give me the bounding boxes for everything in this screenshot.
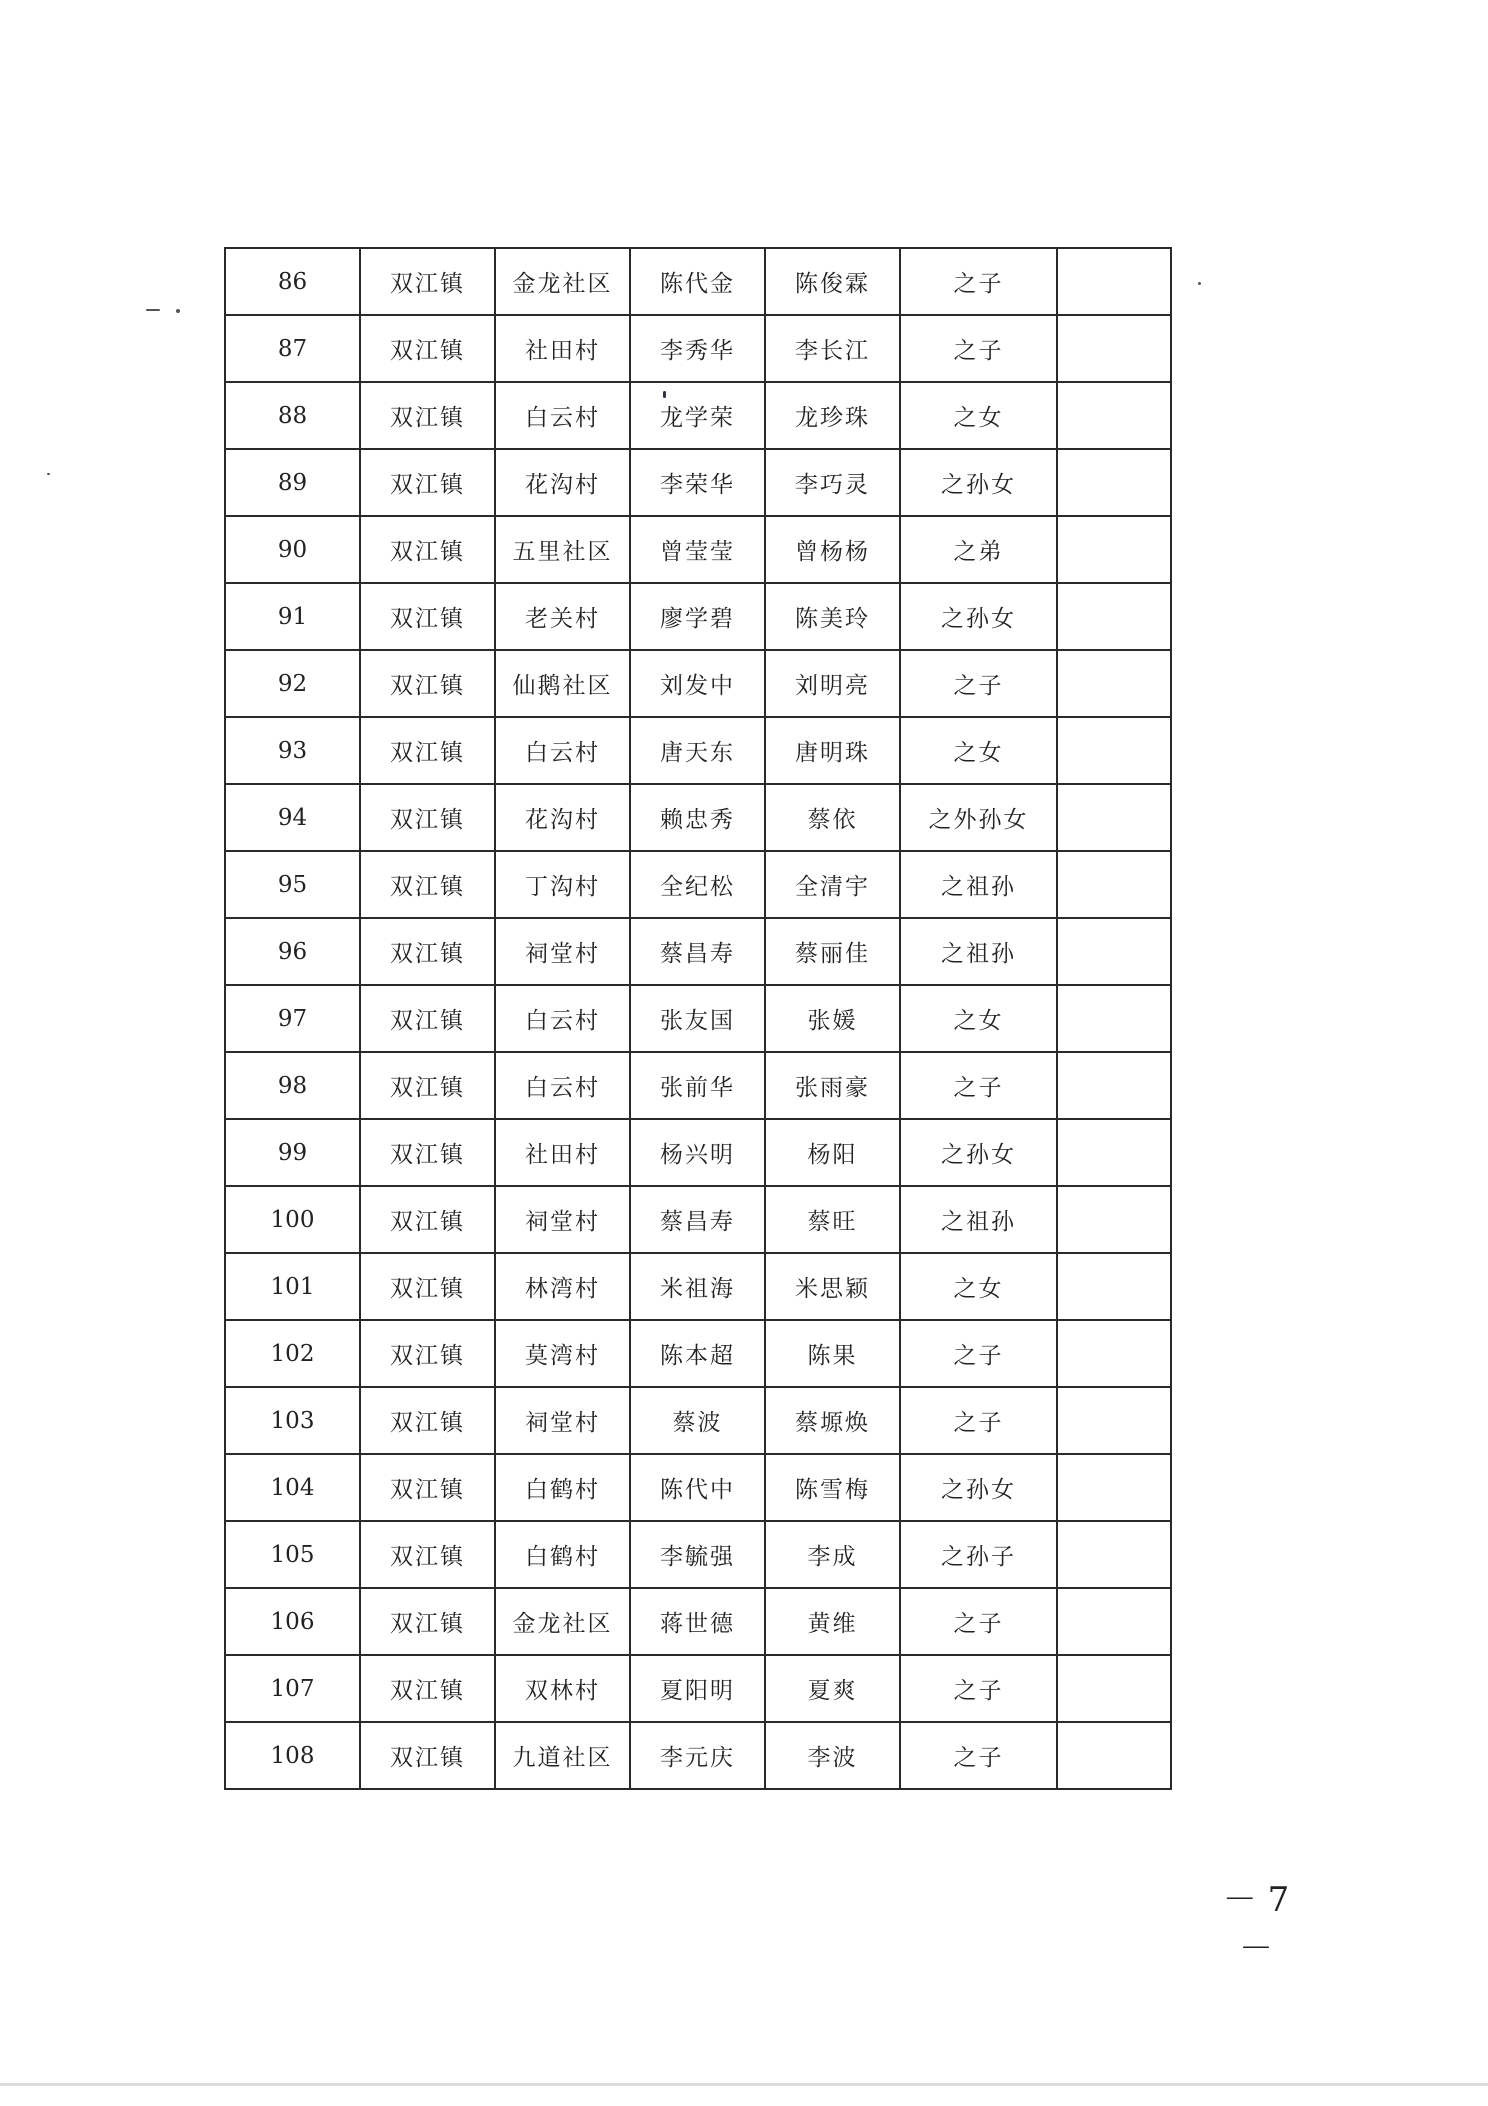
note-cell — [1057, 1119, 1171, 1186]
name-cell: 陈代中 — [630, 1454, 765, 1521]
table-row — [225, 315, 1171, 382]
row-number-cell: 98 — [225, 1052, 360, 1119]
roster-table — [224, 247, 1172, 1790]
relation-cell: 之子 — [900, 1722, 1057, 1789]
relation-cell: 之女 — [900, 717, 1057, 784]
name-cell: 蔡昌寿 — [630, 918, 765, 985]
table-row — [225, 851, 1171, 918]
note-cell — [1057, 1387, 1171, 1454]
table-row — [225, 1052, 1171, 1119]
relative-name-cell: 蔡丽佳 — [765, 918, 900, 985]
town-cell: 双江镇 — [360, 583, 495, 650]
name-cell: 刘发中 — [630, 650, 765, 717]
row-number-cell: 101 — [225, 1253, 360, 1320]
village-cell: 白鹤村 — [495, 1454, 630, 1521]
relative-name-cell: 陈雪梅 — [765, 1454, 900, 1521]
relation-cell: 之祖孙 — [900, 1186, 1057, 1253]
relative-name-cell: 蔡依 — [765, 784, 900, 851]
row-number-cell: 88 — [225, 382, 360, 449]
name-cell: 赖忠秀 — [630, 784, 765, 851]
table-row — [225, 449, 1171, 516]
village-cell: 祠堂村 — [495, 1387, 630, 1454]
name-cell: 陈代金 — [630, 248, 765, 315]
table-row — [225, 1186, 1171, 1253]
relation-cell: 之祖孙 — [900, 918, 1057, 985]
relation-cell: 之弟 — [900, 516, 1057, 583]
relative-name-cell: 李巧灵 — [765, 449, 900, 516]
village-cell: 金龙社区 — [495, 248, 630, 315]
note-cell — [1057, 248, 1171, 315]
table-row — [225, 1722, 1171, 1789]
row-number-cell: 93 — [225, 717, 360, 784]
relative-name-cell: 黄维 — [765, 1588, 900, 1655]
relative-name-cell: 刘明亮 — [765, 650, 900, 717]
row-number-cell: 87 — [225, 315, 360, 382]
relative-name-cell: 夏爽 — [765, 1655, 900, 1722]
row-number-cell: 90 — [225, 516, 360, 583]
village-cell: 仙鹅社区 — [495, 650, 630, 717]
table-row — [225, 1588, 1171, 1655]
town-cell: 双江镇 — [360, 315, 495, 382]
village-cell: 白云村 — [495, 985, 630, 1052]
town-cell: 双江镇 — [360, 1052, 495, 1119]
town-cell: 双江镇 — [360, 1588, 495, 1655]
note-cell — [1057, 315, 1171, 382]
town-cell: 双江镇 — [360, 1655, 495, 1722]
note-cell — [1057, 1320, 1171, 1387]
table-row — [225, 516, 1171, 583]
village-cell: 白云村 — [495, 717, 630, 784]
town-cell: 双江镇 — [360, 1320, 495, 1387]
note-cell — [1057, 1588, 1171, 1655]
relative-name-cell: 蔡旺 — [765, 1186, 900, 1253]
page-number: － 7 － — [1222, 1880, 1290, 1969]
relation-cell: 之子 — [900, 248, 1057, 315]
relation-cell: 之子 — [900, 1588, 1057, 1655]
relative-name-cell: 张媛 — [765, 985, 900, 1052]
table-row — [225, 985, 1171, 1052]
village-cell: 金龙社区 — [495, 1588, 630, 1655]
relation-cell: 之子 — [900, 315, 1057, 382]
table-row — [225, 784, 1171, 851]
table-row — [225, 382, 1171, 449]
town-cell: 双江镇 — [360, 1253, 495, 1320]
name-cell: 廖学碧 — [630, 583, 765, 650]
note-cell — [1057, 985, 1171, 1052]
village-cell: 花沟村 — [495, 784, 630, 851]
note-cell — [1057, 1722, 1171, 1789]
name-cell: 蔡波 — [630, 1387, 765, 1454]
scan-edge-line — [0, 2083, 1488, 2086]
name-cell: 李荣华 — [630, 449, 765, 516]
row-number-cell: 104 — [225, 1454, 360, 1521]
town-cell: 双江镇 — [360, 985, 495, 1052]
town-cell: 双江镇 — [360, 650, 495, 717]
town-cell: 双江镇 — [360, 1454, 495, 1521]
row-number-cell: 96 — [225, 918, 360, 985]
note-cell — [1057, 1186, 1171, 1253]
scan-speck — [146, 309, 160, 311]
note-cell — [1057, 1521, 1171, 1588]
row-number-cell: 95 — [225, 851, 360, 918]
village-cell: 花沟村 — [495, 449, 630, 516]
note-cell — [1057, 1454, 1171, 1521]
row-number-cell: 102 — [225, 1320, 360, 1387]
relation-cell: 之子 — [900, 1052, 1057, 1119]
village-cell: 白云村 — [495, 1052, 630, 1119]
note-cell — [1057, 784, 1171, 851]
relation-cell: 之女 — [900, 985, 1057, 1052]
row-number-cell: 106 — [225, 1588, 360, 1655]
relation-cell: 之女 — [900, 1253, 1057, 1320]
relation-cell: 之女 — [900, 382, 1057, 449]
table-row — [225, 1454, 1171, 1521]
name-cell: 蔡昌寿 — [630, 1186, 765, 1253]
note-cell — [1057, 1253, 1171, 1320]
relation-cell: 之子 — [900, 1655, 1057, 1722]
relation-cell: 之孙女 — [900, 449, 1057, 516]
village-cell: 五里社区 — [495, 516, 630, 583]
table-row — [225, 1320, 1171, 1387]
table-row — [225, 1387, 1171, 1454]
row-number-cell: 100 — [225, 1186, 360, 1253]
row-number-cell: 89 — [225, 449, 360, 516]
scan-speck — [1198, 282, 1201, 285]
town-cell: 双江镇 — [360, 851, 495, 918]
table-row — [225, 1521, 1171, 1588]
row-number-cell: 105 — [225, 1521, 360, 1588]
row-number-cell: 94 — [225, 784, 360, 851]
relative-name-cell: 张雨豪 — [765, 1052, 900, 1119]
town-cell: 双江镇 — [360, 717, 495, 784]
relative-name-cell: 陈果 — [765, 1320, 900, 1387]
village-cell: 祠堂村 — [495, 1186, 630, 1253]
name-cell: 李元庆 — [630, 1722, 765, 1789]
village-cell: 社田村 — [495, 1119, 630, 1186]
relative-name-cell: 陈美玲 — [765, 583, 900, 650]
town-cell: 双江镇 — [360, 784, 495, 851]
town-cell: 双江镇 — [360, 1186, 495, 1253]
relative-name-cell: 全清宇 — [765, 851, 900, 918]
relation-cell: 之孙女 — [900, 583, 1057, 650]
name-cell: 张友国 — [630, 985, 765, 1052]
name-cell: 米祖海 — [630, 1253, 765, 1320]
name-cell: 全纪松 — [630, 851, 765, 918]
note-cell — [1057, 1655, 1171, 1722]
town-cell: 双江镇 — [360, 248, 495, 315]
row-number-cell: 92 — [225, 650, 360, 717]
row-number-cell: 99 — [225, 1119, 360, 1186]
note-cell — [1057, 650, 1171, 717]
village-cell: 白云村 — [495, 382, 630, 449]
note-cell — [1057, 583, 1171, 650]
relation-cell: 之子 — [900, 650, 1057, 717]
name-cell: 蒋世德 — [630, 1588, 765, 1655]
note-cell — [1057, 918, 1171, 985]
relation-cell: 之孙子 — [900, 1521, 1057, 1588]
town-cell: 双江镇 — [360, 1387, 495, 1454]
row-number-cell: 108 — [225, 1722, 360, 1789]
table-row — [225, 1655, 1171, 1722]
name-cell: 曾莹莹 — [630, 516, 765, 583]
village-cell: 社田村 — [495, 315, 630, 382]
note-cell — [1057, 382, 1171, 449]
relation-cell: 之孙女 — [900, 1119, 1057, 1186]
relation-cell: 之子 — [900, 1387, 1057, 1454]
town-cell: 双江镇 — [360, 1521, 495, 1588]
table-row — [225, 1119, 1171, 1186]
village-cell: 老关村 — [495, 583, 630, 650]
table-row — [225, 1253, 1171, 1320]
relative-name-cell: 曾杨杨 — [765, 516, 900, 583]
row-number-cell: 97 — [225, 985, 360, 1052]
note-cell — [1057, 717, 1171, 784]
relative-name-cell: 龙珍珠 — [765, 382, 900, 449]
relative-name-cell: 李波 — [765, 1722, 900, 1789]
town-cell: 双江镇 — [360, 1722, 495, 1789]
relative-name-cell: 杨阳 — [765, 1119, 900, 1186]
relative-name-cell: 李成 — [765, 1521, 900, 1588]
scan-speck — [663, 391, 666, 398]
village-cell: 林湾村 — [495, 1253, 630, 1320]
town-cell: 双江镇 — [360, 382, 495, 449]
name-cell: 李毓强 — [630, 1521, 765, 1588]
relation-cell: 之子 — [900, 1320, 1057, 1387]
town-cell: 双江镇 — [360, 1119, 495, 1186]
name-cell: 唐天东 — [630, 717, 765, 784]
scan-speck — [47, 473, 50, 475]
row-number-cell: 91 — [225, 583, 360, 650]
table-row — [225, 650, 1171, 717]
row-number-cell: 86 — [225, 248, 360, 315]
table-row — [225, 248, 1171, 315]
relation-cell: 之外孙女 — [900, 784, 1057, 851]
relative-name-cell: 蔡塬焕 — [765, 1387, 900, 1454]
relative-name-cell: 米思颖 — [765, 1253, 900, 1320]
name-cell: 龙学荣 — [630, 382, 765, 449]
table-row — [225, 918, 1171, 985]
table-row — [225, 717, 1171, 784]
roster-table-body — [225, 248, 1171, 1789]
village-cell: 丁沟村 — [495, 851, 630, 918]
relation-cell: 之孙女 — [900, 1454, 1057, 1521]
note-cell — [1057, 1052, 1171, 1119]
name-cell: 李秀华 — [630, 315, 765, 382]
village-cell: 白鹤村 — [495, 1521, 630, 1588]
scan-speck — [176, 309, 180, 313]
name-cell: 夏阳明 — [630, 1655, 765, 1722]
relation-cell: 之祖孙 — [900, 851, 1057, 918]
note-cell — [1057, 516, 1171, 583]
name-cell: 杨兴明 — [630, 1119, 765, 1186]
table-row — [225, 583, 1171, 650]
row-number-cell: 103 — [225, 1387, 360, 1454]
town-cell: 双江镇 — [360, 449, 495, 516]
village-cell: 祠堂村 — [495, 918, 630, 985]
town-cell: 双江镇 — [360, 516, 495, 583]
relative-name-cell: 唐明珠 — [765, 717, 900, 784]
row-number-cell: 107 — [225, 1655, 360, 1722]
name-cell: 张前华 — [630, 1052, 765, 1119]
village-cell: 九道社区 — [495, 1722, 630, 1789]
relative-name-cell: 陈俊霖 — [765, 248, 900, 315]
note-cell — [1057, 449, 1171, 516]
name-cell: 陈本超 — [630, 1320, 765, 1387]
note-cell — [1057, 851, 1171, 918]
town-cell: 双江镇 — [360, 918, 495, 985]
village-cell: 莫湾村 — [495, 1320, 630, 1387]
relative-name-cell: 李长江 — [765, 315, 900, 382]
village-cell: 双林村 — [495, 1655, 630, 1722]
